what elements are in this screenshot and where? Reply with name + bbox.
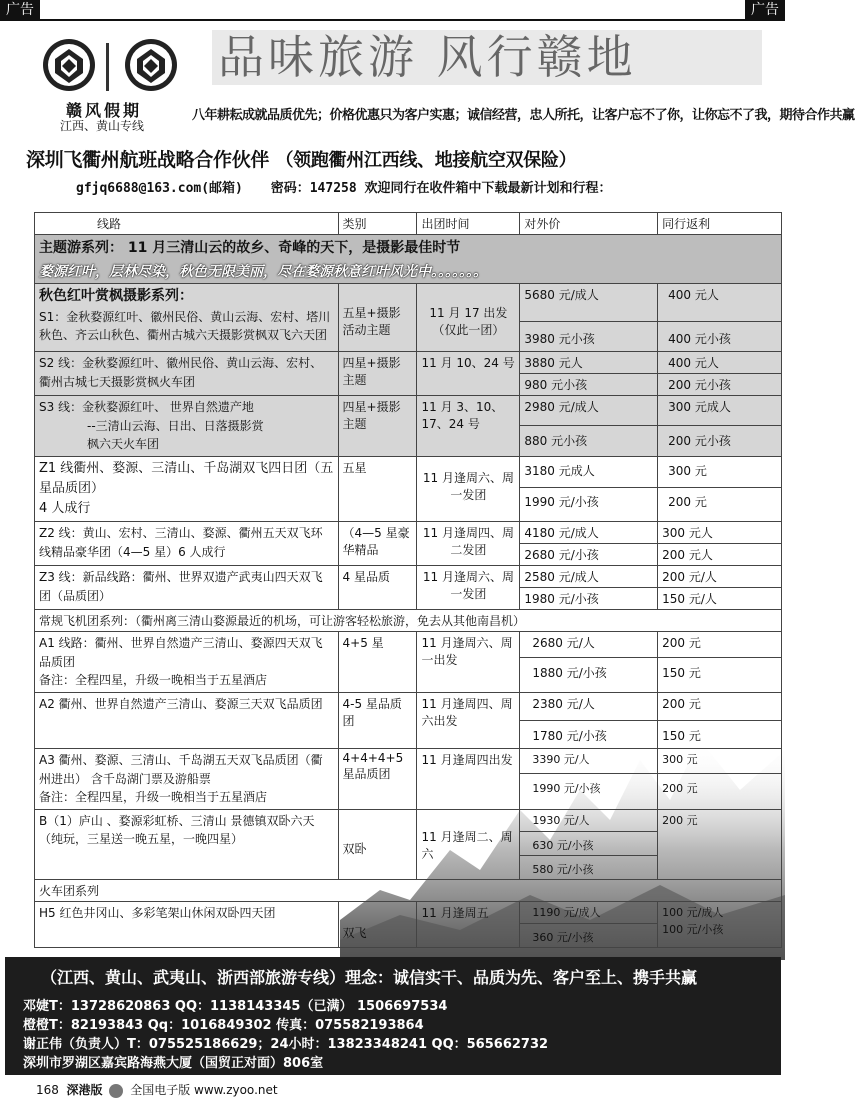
rebate-cell: 200 元 [658, 692, 782, 720]
rebate-cell: 200 元人 [658, 544, 782, 566]
date-cell: 11 月 17 出发（仅此一团） [417, 284, 520, 352]
price-cell: 1990 元/小孩 [520, 773, 658, 809]
brand-logo [40, 35, 180, 97]
price-cell: 2680 元/人 [520, 632, 658, 658]
rebate-cell: 300 元人 [658, 522, 782, 544]
contact-line-2: 橙橙T：82193843 Qq：1016849302 传真：075582193864 [23, 1018, 424, 1033]
table-row [35, 522, 782, 544]
page-number: 168 [36, 1083, 59, 1097]
route-cell [35, 632, 339, 693]
train-section-title: 火车团系列 [35, 879, 782, 901]
section-row [35, 879, 782, 901]
disc-icon [109, 1084, 123, 1098]
route-cell [35, 748, 339, 809]
col-header-date: 出团时间 [417, 213, 520, 235]
table-row [35, 809, 782, 831]
table-row [35, 352, 782, 374]
price-cell: 5680 元/成人 [520, 284, 658, 322]
rebate-cell: 300 元成人 [658, 396, 782, 426]
top-rule [0, 19, 785, 21]
logo-divider [106, 43, 109, 91]
emblem-left-icon [40, 35, 98, 97]
table-row [35, 632, 782, 658]
category-cell: 五星+摄影活动主题 [338, 284, 417, 352]
date-cell: 11 月 3、10、17、24 号 [417, 396, 520, 457]
rebate-text: 100 元/小孩 [662, 923, 724, 937]
partner-note: （领跑衢州江西线、地接航空双保险） [275, 150, 577, 171]
date-cell: 11 月逢周四、周二发团 [417, 522, 520, 566]
price-cell: 1190 元/成人 [520, 901, 658, 923]
price-cell: 1780 元/小孩 [520, 720, 658, 748]
route-text: Z1 线衢州、婺源、三清山、千岛湖双飞四日团（五星品质团） [39, 460, 334, 496]
category-cell: 4 星品质 [338, 566, 417, 610]
rebate-cell [658, 901, 782, 947]
section-row [35, 610, 782, 632]
route-text: 4 人成行 [39, 501, 91, 517]
emblem-right-icon [122, 35, 180, 97]
route-cell: S2 线：金秋婺源红叶、徽州民俗、黄山云海、宏村、衢州古城七天摄影赏枫火车团 [35, 352, 339, 396]
price-cell: 980 元小孩 [520, 374, 658, 396]
tour-price-table [34, 212, 782, 948]
partner-main: 深圳飞衢州航班战略合作伙伴 [26, 149, 270, 171]
price-cell: 3390 元/人 [520, 748, 658, 773]
route-text: 枫六天火车团 [87, 437, 160, 452]
email-line [76, 177, 612, 196]
rebate-cell: 300 元 [658, 748, 782, 773]
date-cell: 11 月逢周六、周一发团 [417, 566, 520, 610]
site-link[interactable]: 全国电子版 www.zyoo.net [130, 1083, 278, 1097]
price-cell: 3980 元小孩 [520, 322, 658, 352]
rebate-cell: 300 元 [658, 456, 782, 487]
rebate-cell: 150 元/人 [658, 588, 782, 610]
ad-label-left: 广告 [0, 0, 40, 20]
rebate-cell: 400 元人 [658, 352, 782, 374]
rebate-cell: 200 元 [658, 632, 782, 658]
rebate-cell: 200 元 [658, 809, 782, 879]
rebate-cell: 200 元 [658, 488, 782, 522]
slogan: 品味旅游 风行赣地 [218, 30, 637, 84]
route-cell: A2 衢州、世界自然遗产三清山、婺源三天双飞品质团 [35, 692, 339, 748]
price-cell: 1880 元/小孩 [520, 658, 658, 693]
email-address[interactable]: gfjq6688@163.com(邮箱) [76, 181, 243, 196]
table-row [35, 748, 782, 773]
email-password: 密码：147258 欢迎同行在收件箱中下载最新计划和行程： [270, 181, 612, 196]
route-text: A1 线路：衢州、世界自然遗产三清山、婺源四天双飞品质团 [39, 636, 323, 669]
route-cell [35, 456, 339, 521]
theme-row-2 [35, 259, 782, 284]
tagline: 八年耕耘成就品质优先；价格优惠只为客户实惠；诚信经营，忠人所托，让客户忘不了你，让你忘不了我，期待合作共赢 [192, 108, 855, 123]
rebate-cell: 400 元小孩 [658, 322, 782, 352]
table-row [35, 284, 782, 322]
date-cell: 11 月 10、24 号 [417, 352, 520, 396]
price-cell: 2980 元/成人 [520, 396, 658, 426]
route-cell: Z2 线：黄山、宏村、三清山、婺源、衢州五天双飞环线精品豪华团（4—5 星）6 人成行 [35, 522, 339, 566]
price-cell: 3180 元成人 [520, 456, 658, 487]
price-cell: 580 元/小孩 [520, 855, 658, 879]
rebate-cell: 200 元/人 [658, 566, 782, 588]
category-cell: 4+5 星 [338, 632, 417, 693]
route-text: 备注：全程四星，升级一晚相当于五星酒店 [39, 790, 268, 805]
route-text: S3 线：金秋婺源红叶、 世界自然遗产地 [39, 400, 254, 414]
price-cell: 880 元小孩 [520, 426, 658, 456]
regular-section-title: 常规飞机团系列：（衢州离三清山婺源最近的机场，可让游客轻松旅游，免去从其他南昌机） [35, 610, 782, 632]
category-cell: 4-5 星品质团 [338, 692, 417, 748]
date-cell: 11 月逢周四、周六出发 [417, 692, 520, 748]
partner-heading [26, 145, 576, 172]
route-text: --三清山云海、日出、日落摄影赏 [87, 418, 264, 433]
section-title: 秋色红叶赏枫摄影系列： [39, 288, 193, 304]
brand-subtitle: 江西、黄山专线 [60, 119, 145, 133]
date-cell: 11 月逢周六、周一出发 [417, 632, 520, 693]
route-text: 备注：全程四星，升级一晚相当于五星酒店 [39, 673, 268, 688]
theme-subtitle: 婺源红叶，层林尽染，秋色无限美丽，尽在婺源秋意红叶风光中。。。。。。。 [35, 259, 782, 284]
date-cell: 11 月逢周五 [417, 901, 520, 947]
rebate-cell: 200 元小孩 [658, 426, 782, 456]
rebate-text: 100 元/成人 [662, 905, 724, 919]
route-text: S1：金秋婺源红叶、徽州民俗、黄山云海、宏村、塔川秋色、齐云山秋色、衢州古城六天摄影赏枫双飞六天团 [39, 309, 331, 343]
rebate-cell: 150 元 [658, 720, 782, 748]
route-cell: H5 红色井冈山、多彩笔架山休闲双卧四天团 [35, 901, 339, 947]
date-cell: 11 月逢周六、周一发团 [417, 456, 520, 521]
price-cell: 2580 元/成人 [520, 566, 658, 588]
col-header-price: 对外价 [520, 213, 658, 235]
category-cell: 双卧 [338, 809, 417, 879]
price-cell: 2680 元/小孩 [520, 544, 658, 566]
rebate-cell: 200 元 [658, 773, 782, 809]
category-cell: （4—5 星豪华精品 [338, 522, 417, 566]
route-cell [35, 396, 339, 457]
price-cell: 1990 元/小孩 [520, 488, 658, 522]
brand-name: 赣风假期 [66, 101, 143, 120]
rebate-cell: 150 元 [658, 658, 782, 693]
address-line: 深圳市罗湖区嘉宾路海燕大厦（国贸正对面）806室 [23, 1056, 324, 1071]
category-cell: 四星+摄影主题 [338, 352, 417, 396]
table-header-row [35, 213, 782, 235]
price-cell: 2380 元/人 [520, 692, 658, 720]
edition-label: 深港版 [66, 1083, 103, 1097]
price-cell: 3880 元人 [520, 352, 658, 374]
table-row [35, 901, 782, 923]
table-row [35, 396, 782, 426]
category-cell: 五星 [338, 456, 417, 521]
category-cell: 四星+摄影主题 [338, 396, 417, 457]
price-cell: 630 元/小孩 [520, 831, 658, 855]
category-cell: 4+4+4+5 星品质团 [338, 748, 417, 809]
table-row [35, 692, 782, 720]
price-cell: 1980 元/小孩 [520, 588, 658, 610]
col-header-rebate: 同行返利 [658, 213, 782, 235]
category-cell: 双飞 [338, 901, 417, 947]
contact-line-3: 谢正伟（负责人）T：075525186629；24小时：13823348241 QQ：565662732 [23, 1037, 549, 1052]
date-cell: 11 月逢周四出发 [417, 748, 520, 809]
route-cell [35, 284, 339, 352]
theme-row-1 [35, 235, 782, 260]
theme-title: 主题游系列： 11 月三清山云的故乡、奇峰的天下，是摄影最佳时节 [35, 235, 782, 260]
table-row [35, 456, 782, 487]
table-row [35, 566, 782, 588]
price-cell: 4180 元/成人 [520, 522, 658, 544]
route-text: A3 衢州、婺源、三清山、千岛湖五天双飞品质团（衢州进出） 含千岛湖门票及游船票 [39, 752, 323, 786]
price-cell: 1930 元/人 [520, 809, 658, 831]
price-cell: 360 元/小孩 [520, 923, 658, 947]
col-header-category: 类别 [338, 213, 417, 235]
page-footer [36, 1081, 278, 1098]
date-cell: 11 月逢周二、周六 [417, 809, 520, 879]
footer-contact-panel [5, 957, 781, 1075]
rebate-cell: 200 元小孩 [658, 374, 782, 396]
rebate-cell: 400 元人 [658, 284, 782, 322]
contact-line-1: 邓婕T：13728620863 QQ：1138143345（已满） 1506697534 [23, 999, 448, 1014]
route-cell: Z3 线：新品线路：衢州、世界双遗产武夷山四天双飞团（品质团） [35, 566, 339, 610]
col-header-route: 线路 [35, 213, 339, 235]
ad-label-right: 广告 [745, 0, 785, 20]
route-cell: B（1）庐山 、婺源彩虹桥、三清山 景德镇双卧六天（纯玩，三星送一晚五星，一晚四星） [35, 809, 339, 879]
footer-title: （江西、黄山、武夷山、浙西部旅游专线）理念：诚信实干、品质为先、客户至上、携手共赢 [41, 968, 698, 987]
